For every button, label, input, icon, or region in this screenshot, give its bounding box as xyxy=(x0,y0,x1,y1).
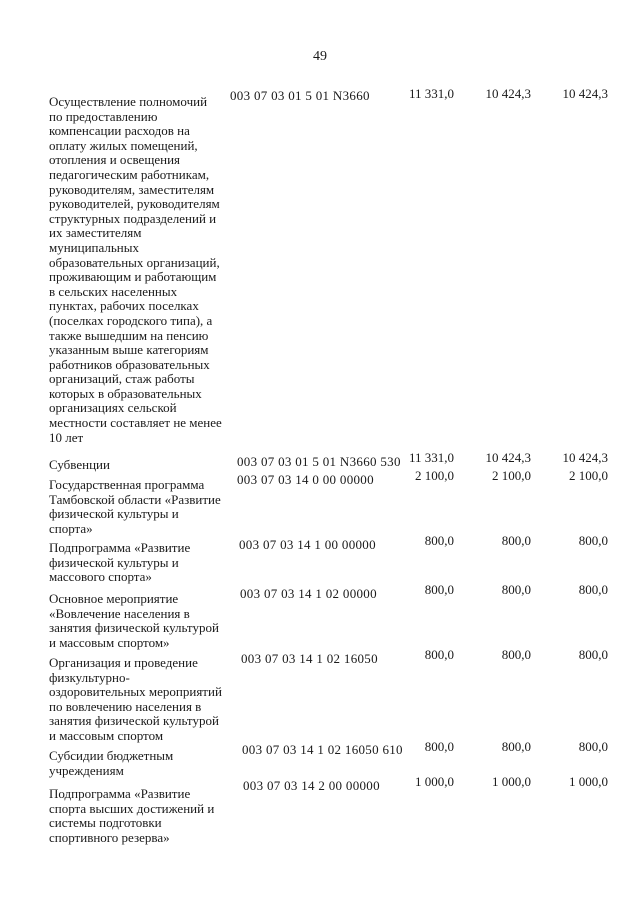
row-value-3: 10 424,3 xyxy=(562,86,608,101)
row-description: Организация и проведение физкультурно- оздоровительных мероприятий по вовлечению населения в занятия физической культурой и массовым спортом xyxy=(49,655,222,743)
row-value-3: 800,0 xyxy=(578,647,608,662)
row-code: 003 07 03 14 0 00 00000 xyxy=(237,472,374,487)
row-code: 003 07 03 01 5 01 N3660 xyxy=(230,88,370,103)
row-description: Осуществление полномочий по предоставлению компенсации расходов на оплату жилых помещений, отопления и освещения педагогическим работникам, руководителям, заместителям руководителей, руководителям структурных подразделений и их заместителям муниципальных образовательных организаций, проживающим и работающим в сельских населенных пунктах, рабочих поселках (поселках городского типа), а также вышедшим на пенсию указанным выше категориям работников образовательных организаций, стаж работы которых в образовательных организациях сельской местности составляет не менее 10 лет xyxy=(49,94,222,445)
row-value-1: 11 331,0 xyxy=(408,450,454,465)
row-value-1: 800,0 xyxy=(424,739,454,754)
row-value-2: 800,0 xyxy=(501,533,531,548)
row-value-2: 1 000,0 xyxy=(492,774,531,789)
row-value-2: 2 100,0 xyxy=(492,468,531,483)
row-value-2: 800,0 xyxy=(501,647,531,662)
row-description: Государственная программа Тамбовской области «Развитие физической культуры и спорта» xyxy=(49,477,221,536)
row-value-3: 2 100,0 xyxy=(569,468,608,483)
row-value-3: 10 424,3 xyxy=(562,450,608,465)
page-number: 49 xyxy=(313,49,327,64)
row-code: 003 07 03 14 1 02 16050 610 xyxy=(242,742,403,757)
row-value-1: 800,0 xyxy=(424,647,454,662)
row-description: Подпрограмма «Развитие физической культуры и массового спорта» xyxy=(49,540,191,585)
row-code: 003 07 03 14 1 02 16050 xyxy=(241,651,378,666)
row-code: 003 07 03 14 1 02 00000 xyxy=(240,586,377,601)
row-code: 003 07 03 14 1 00 00000 xyxy=(239,537,376,552)
row-code: 003 07 03 01 5 01 N3660 530 xyxy=(237,454,401,469)
row-value-1: 2 100,0 xyxy=(415,468,454,483)
row-value-1: 1 000,0 xyxy=(415,774,454,789)
row-description: Субвенции xyxy=(49,457,110,472)
row-description: Субсидии бюджетным учреждениям xyxy=(49,748,174,778)
row-value-2: 10 424,3 xyxy=(485,450,531,465)
row-value-3: 800,0 xyxy=(578,533,608,548)
row-value-2: 800,0 xyxy=(501,739,531,754)
row-code: 003 07 03 14 2 00 00000 xyxy=(243,778,380,793)
row-value-1: 800,0 xyxy=(424,533,454,548)
row-value-1: 11 331,0 xyxy=(408,86,454,101)
row-value-3: 800,0 xyxy=(578,739,608,754)
row-description: Подпрограмма «Развитие спорта высших достижений и системы подготовки спортивного резерва» xyxy=(49,786,215,845)
row-value-2: 10 424,3 xyxy=(485,86,531,101)
row-value-3: 1 000,0 xyxy=(569,774,608,789)
row-value-2: 800,0 xyxy=(501,582,531,597)
row-value-3: 800,0 xyxy=(578,582,608,597)
row-description: Основное мероприятие «Вовлечение населения в занятия физической культурой и массовым спортом» xyxy=(49,591,219,650)
row-value-1: 800,0 xyxy=(424,582,454,597)
